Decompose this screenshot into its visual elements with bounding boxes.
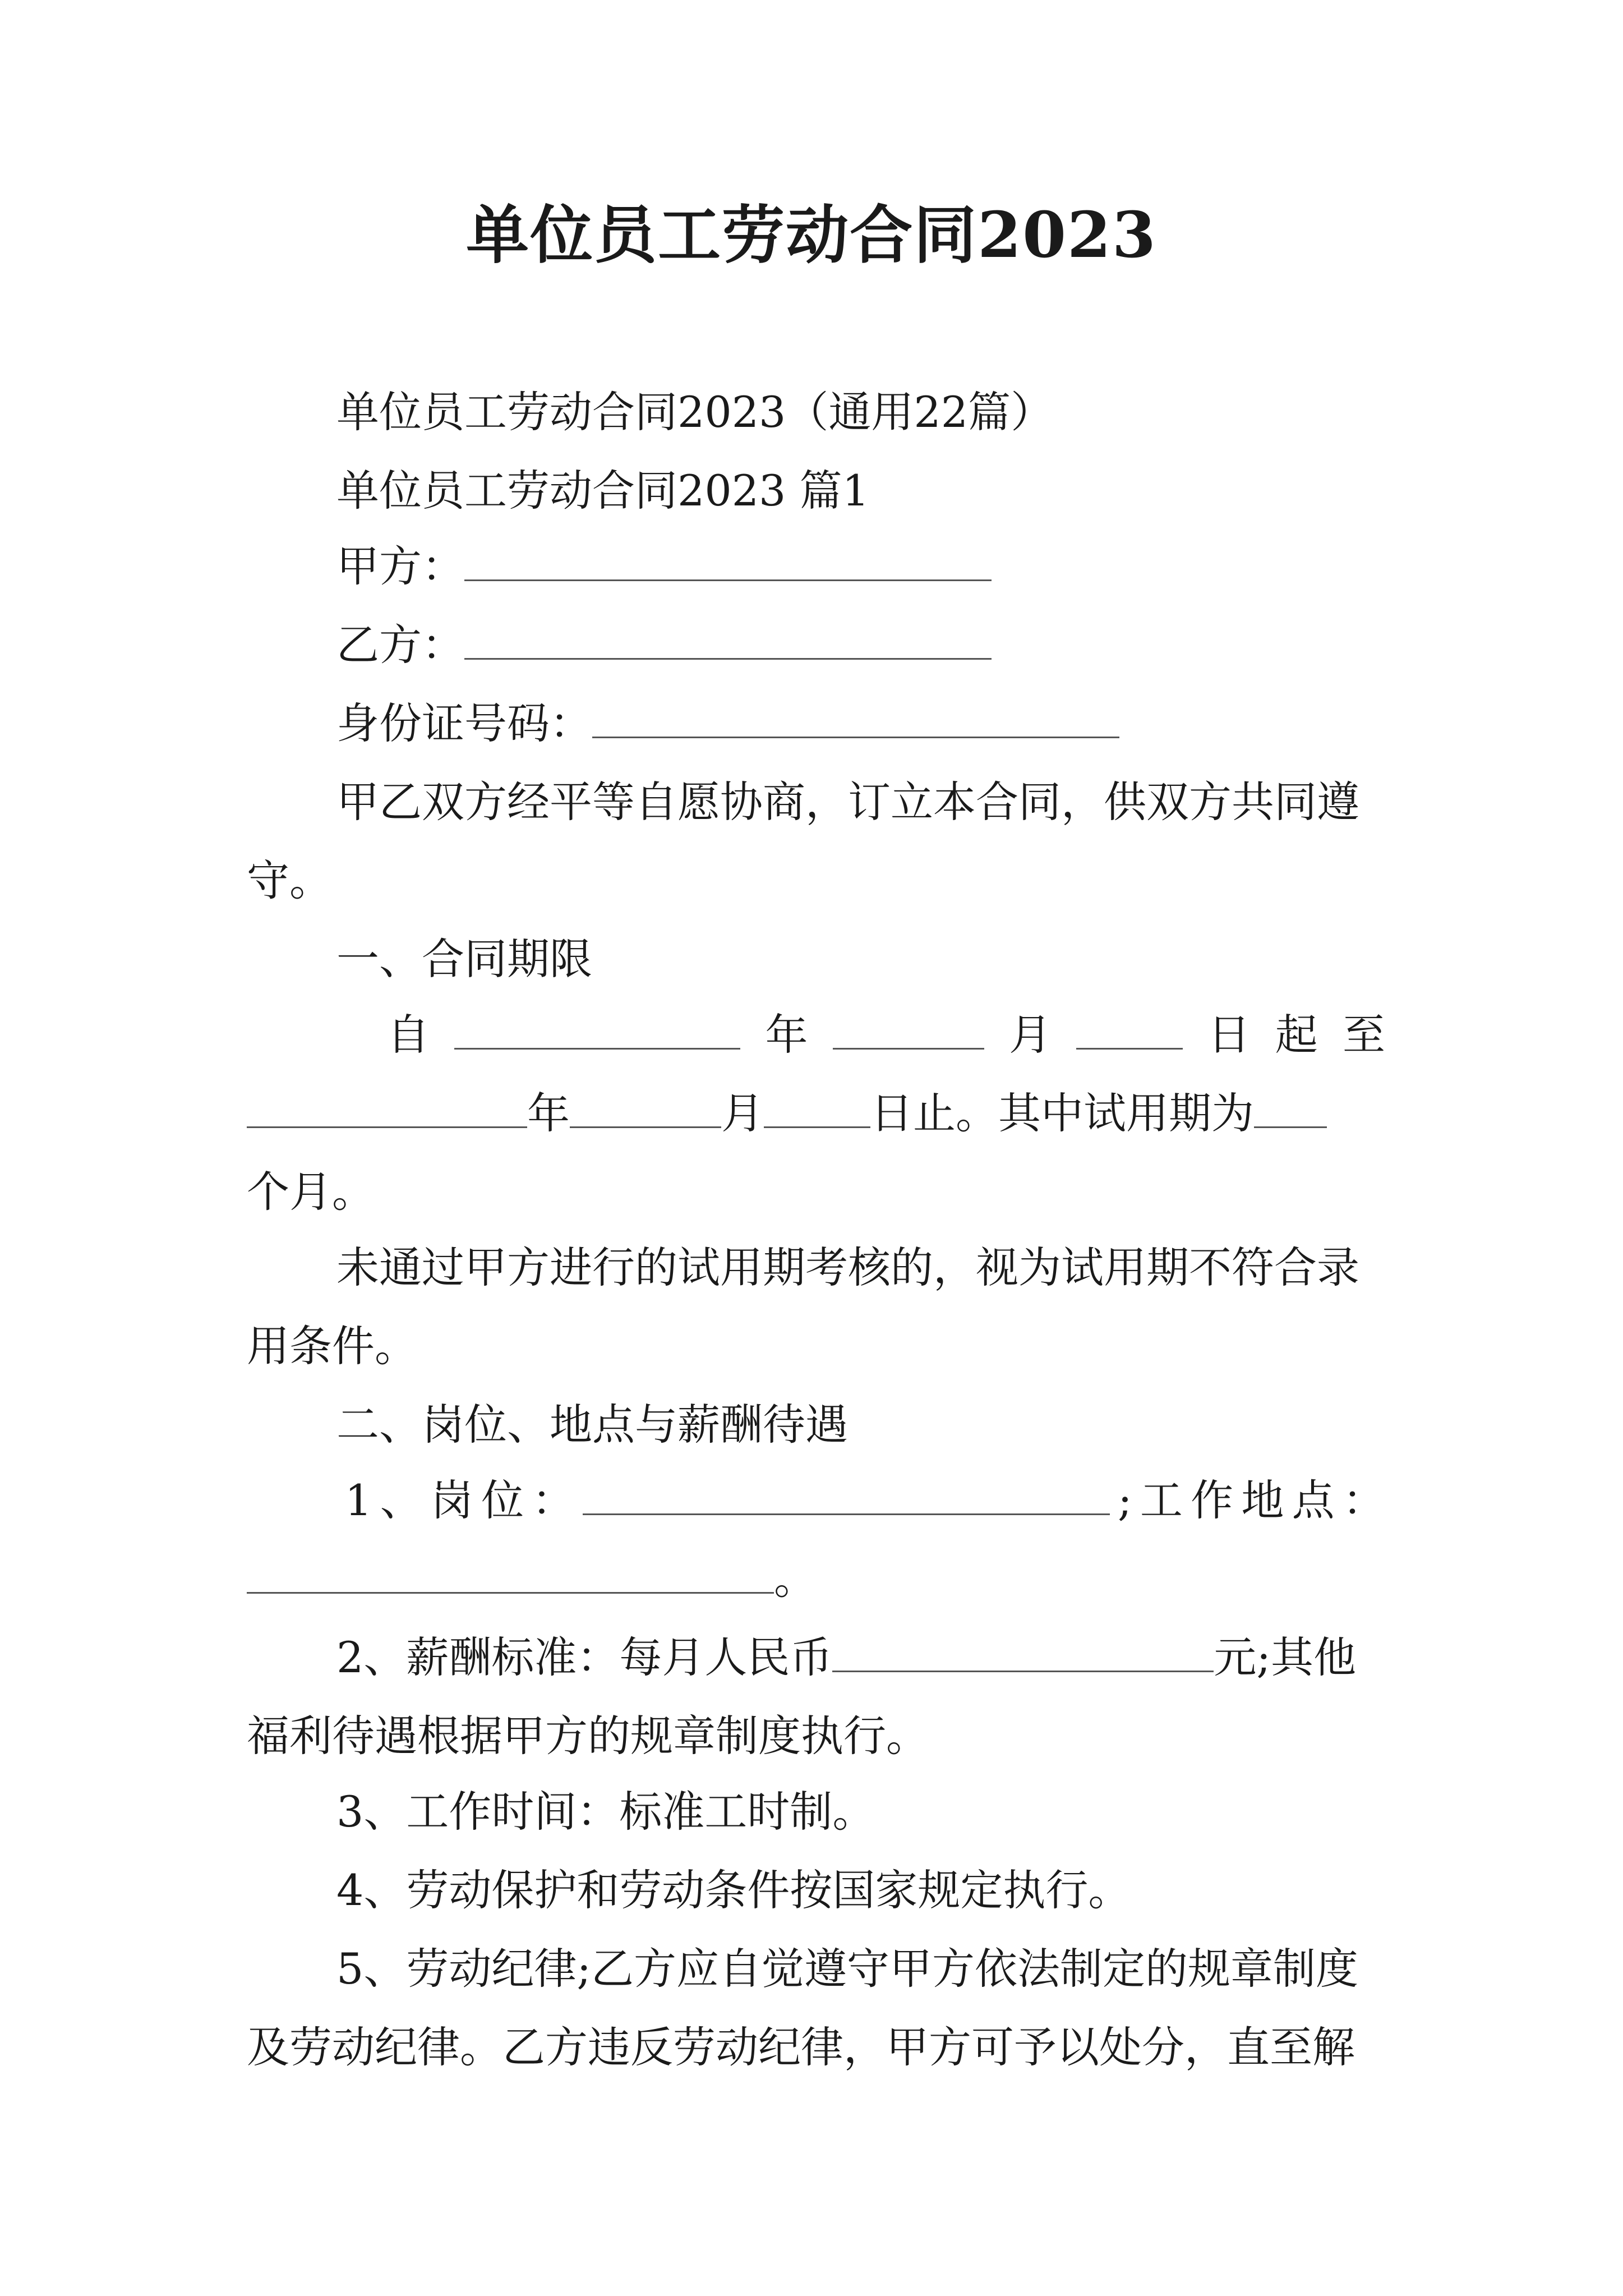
item-1-colon: ：	[532, 1475, 575, 1525]
item-1-num: 1	[345, 1475, 372, 1525]
section-2-title: 二、岗位、地点与薪酬待遇	[336, 1400, 848, 1450]
term-line-2	[247, 1085, 1385, 1142]
item-3-line: 3、工作时间：标准工时制。	[336, 1787, 875, 1837]
term-zhi: 至	[1343, 1010, 1385, 1060]
probation-line-1: 未通过甲方进行的试用期考核的，视为试用期不符合录	[336, 1243, 1359, 1292]
item-1-line	[345, 1473, 1385, 1529]
term-end-text: 日止。其中试用期为	[870, 1088, 1254, 1138]
document-title: 单位员工劳动合同2023	[466, 199, 1157, 272]
part-heading: 单位员工劳动合同2023 篇1	[336, 466, 869, 516]
work-location-blank[interactable]	[247, 1553, 774, 1594]
term-line-1	[387, 1007, 1385, 1063]
item-5-line-1: 5、劳动纪律;乙方应自觉遵守甲方依法制定的规章制度	[336, 1944, 1358, 1994]
position-blank[interactable]	[583, 1474, 1110, 1515]
intro-line-1: 甲乙双方经平等自愿协商，订立本合同，供双方共同遵	[336, 777, 1359, 827]
item-1-colon-2: ：	[1342, 1475, 1385, 1525]
intro-line-2: 守。	[247, 855, 332, 905]
term-month: 月	[1009, 1010, 1052, 1060]
item-1-gong: 工	[1140, 1475, 1183, 1525]
probation-line-2: 用条件。	[247, 1321, 417, 1371]
term-end-month-blank[interactable]	[570, 1087, 721, 1128]
item-2-line-1	[336, 1630, 1356, 1686]
item-1-wei: 位	[481, 1475, 524, 1525]
term-from: 自	[387, 1010, 430, 1060]
term-start-day-blank[interactable]	[1076, 1009, 1183, 1050]
id-number-line	[336, 696, 1119, 752]
item-4-line: 4、劳动保护和劳动条件按国家规定执行。	[336, 1865, 1131, 1915]
item-2-yuan: 元;其他	[1214, 1632, 1356, 1682]
party-a-blank[interactable]	[464, 540, 992, 581]
item-1-dun: 、	[380, 1475, 423, 1525]
work-location-line	[247, 1551, 817, 1607]
probation-months-blank[interactable]	[1254, 1087, 1327, 1128]
id-number-label: 身份证号码：	[336, 698, 592, 748]
term-day: 日	[1207, 1010, 1251, 1060]
term-year-2: 年	[527, 1088, 570, 1138]
item-1-di: 地	[1241, 1475, 1284, 1525]
term-end-day-blank[interactable]	[764, 1087, 870, 1128]
term-months: 个月。	[247, 1167, 375, 1217]
work-location-end: 。	[774, 1554, 817, 1604]
party-a-label: 甲方：	[336, 541, 464, 591]
item-1-dian: 点	[1292, 1475, 1335, 1525]
term-year: 年	[765, 1010, 808, 1060]
party-b-line	[336, 617, 992, 673]
id-number-blank[interactable]	[592, 697, 1119, 738]
main-heading: 单位员工劳动合同2023（通用22篇）	[336, 387, 1054, 437]
salary-blank[interactable]	[832, 1631, 1214, 1672]
item-2-salary-label: 2、薪酬标准：每月人民币	[336, 1632, 833, 1682]
term-start-year-blank[interactable]	[454, 1009, 740, 1050]
party-a-line	[336, 539, 992, 595]
item-1-gang: 岗	[430, 1475, 473, 1525]
item-2-line-2: 福利待遇根据甲方的规章制度执行。	[247, 1711, 929, 1761]
item-5-line-2: 及劳动纪律。乙方违反劳动纪律，甲方可予以处分，直至解	[247, 2022, 1355, 2072]
party-b-label: 乙方：	[336, 620, 464, 670]
section-1-title: 一、合同期限	[336, 934, 592, 984]
term-start-month-blank[interactable]	[833, 1009, 984, 1050]
term-end-year-blank[interactable]	[247, 1087, 527, 1128]
term-qi: 起	[1275, 1010, 1318, 1060]
term-month-2: 月	[721, 1088, 764, 1138]
item-1-zuo: 作	[1191, 1475, 1234, 1525]
party-b-blank[interactable]	[464, 619, 992, 660]
item-1-semi: ;	[1117, 1475, 1132, 1525]
